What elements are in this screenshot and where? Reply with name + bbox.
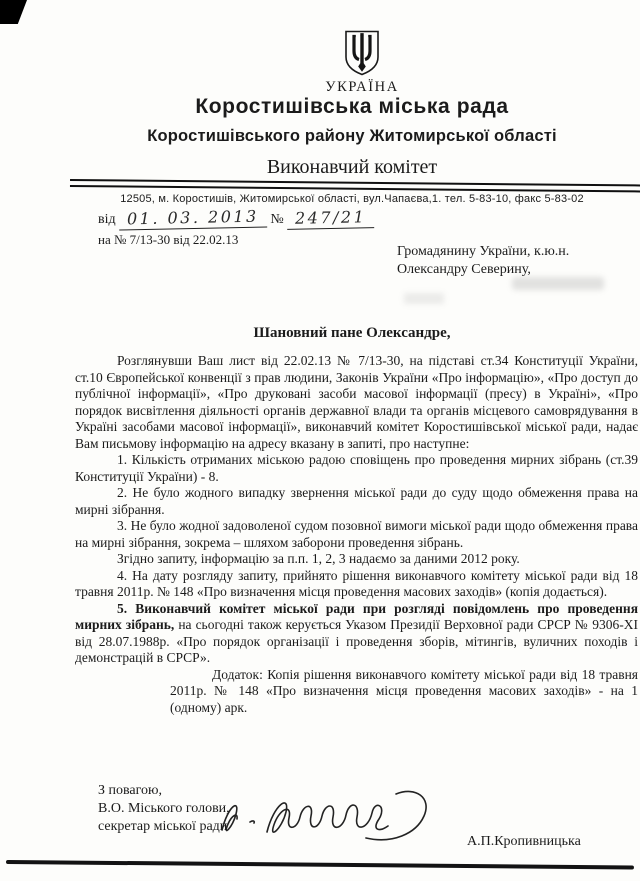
list-item-1: 1. Кількість отриманих міською радою сповіщень про проведення мирних зібрань (ст.39 Конституції України) - 8.: [75, 452, 638, 484]
data-year-note: Згідно запиту, інформацію за п.п. 1, 2, 3 надаємо за даними 2012 року.: [117, 551, 520, 566]
ref-from-label: від: [98, 212, 116, 227]
bottom-scan-rule: [6, 860, 634, 869]
ukraine-trident-icon: [343, 30, 381, 76]
letter-body: [75, 353, 638, 716]
list-item-5: [75, 601, 638, 667]
list-item-5-bold: 5. Виконавчий комітет міської ради при розгляді повідомлень про проведення мирних зібрань,: [75, 600, 638, 632]
paragraph-intro: Розглянувши Ваш лист від 22.02.13 № 7/13-30, на підставі ст.34 Конституції України, ст.10 Європейської конвенції з прав людини, Законів України «Про інформацію», «Про доступ до публічної інформації», «Про друковані засоби масової інформації (пресу) в Україні», «Про порядок висвітлення діяльності органів державної влади та органів місцевого самоврядування в Україні засобами масової інформації», виконавчий комітет Коростишівської міської ради, надає Вам письмову інформацію на адресу вказану в запиті, про наступне:: [75, 353, 638, 451]
salutation: Шановний пане Олександре,: [253, 325, 451, 341]
outgoing-reference-line: [98, 208, 375, 229]
signer-name: А.П.Кропивницька: [467, 834, 581, 849]
attachment-label: Додаток:: [212, 666, 263, 682]
letterhead-double-rule: [70, 179, 640, 192]
redacted-address-smudge: [512, 277, 604, 290]
addressee-line2: Олександру Северину,: [397, 262, 531, 278]
closing-block: [98, 782, 230, 837]
list-item-3: 3. Не було жодної задоволеної судом позовної вимоги міської ради щодо обмеження права на мирні зібрання, зокрема – шляхом заборони проведення зібрань.: [75, 518, 638, 550]
coat-of-arms-block: [292, 30, 432, 96]
closing-phrase: З повагою,: [98, 783, 162, 798]
handwritten-date: 01. 03. 2013: [119, 206, 267, 230]
scan-corner-fold-mark: [0, 0, 27, 24]
handwritten-signature: [212, 784, 462, 855]
attachment-text: Копія рішення виконавчого комітету міської ради від 18 травня 2011р. № 148 «Про визначення місця проведення масових заходів» - на 1 (одному) арк.: [170, 666, 639, 715]
addressee-line1: Громадянину України, к.ю.н.: [397, 244, 570, 259]
org-name: Коростишівська міська рада: [195, 95, 509, 118]
list-item-4: 4. На дату розгляду запиту, прийнято рішення виконавчого комітету міської ради від 18 травня 2011р. № 148 «Про визначення місця проведення масових заходів» (копія додається).: [75, 567, 638, 599]
org-unit: Виконавчий комітет: [266, 156, 438, 178]
signer-position-2: секретар міської ради: [98, 819, 228, 835]
org-region: Коростишівського району Житомирської області: [147, 127, 557, 145]
list-item-5-rest: на сьогодні також керується Указом Президії Верховної ради СРСР № 9306-XI від 28.07.1988р. «Про порядок організації і проведення зборів, мітингів, вуличних походів і демонстрацій в СРСР».: [75, 617, 639, 665]
attachment-block: [75, 667, 638, 717]
ref-number-label: №: [270, 212, 284, 227]
list-item-2: 2. Не було жодного випадку звернення міської ради до суду щодо обмеження права на мирні зібрання.: [75, 485, 638, 517]
org-address: 12505, м. Коростишів, Житомирської області, вул.Чапаєва,1. тел. 5-83-10, факс 5-83-02: [120, 193, 584, 205]
redacted-address-smudge-small: [404, 293, 444, 304]
signer-position-1: В.О. Міського голови,: [98, 801, 230, 817]
handwritten-number: 247/21: [287, 207, 375, 230]
incoming-reference-line: на № 7/13-30 від 22.02.13: [98, 232, 239, 247]
addressee-block: [397, 243, 569, 280]
country-name: УКРАЇНА: [325, 79, 399, 95]
